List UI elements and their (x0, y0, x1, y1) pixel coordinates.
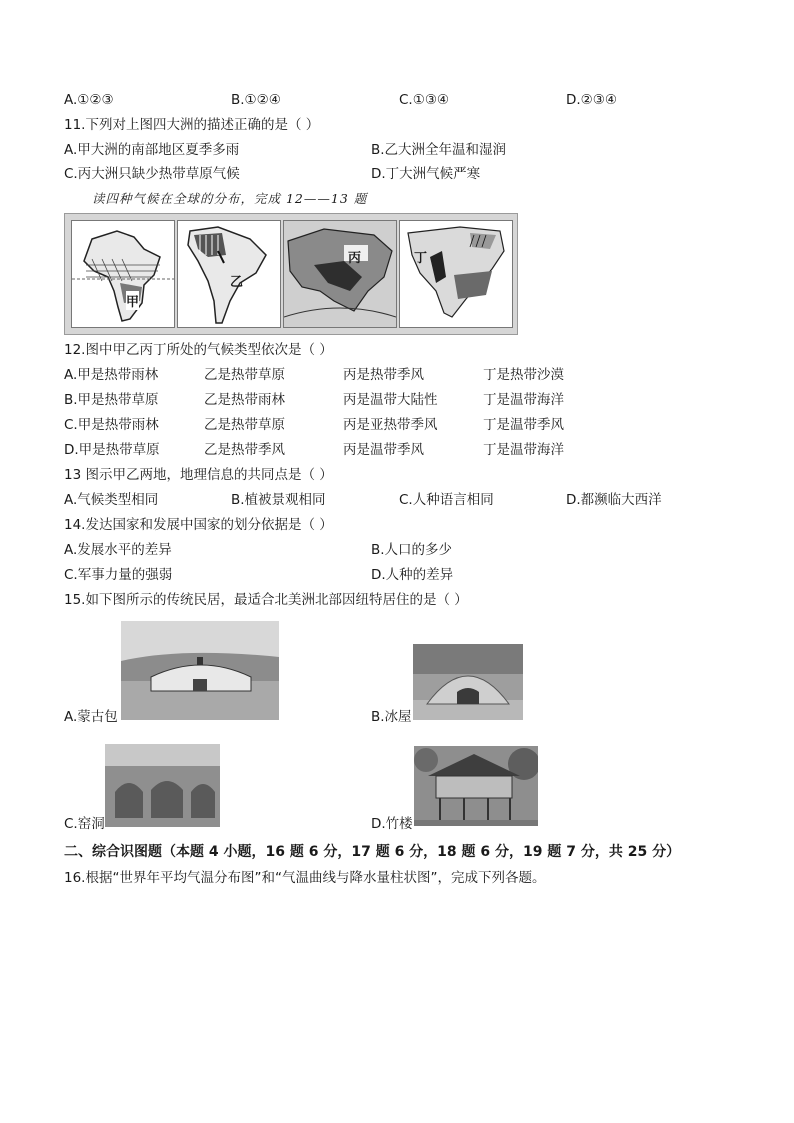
q14-option-a: A.发展水平的差异 (64, 542, 172, 558)
q14-option-d: D.人种的差异 (371, 567, 454, 583)
q12-row-a-1: A.甲是热带雨林 (64, 367, 159, 383)
q15-option-a: A.蒙古包 (64, 709, 118, 725)
q12-stem: 12.图中甲乙丙丁所处的气候类型依次是（ ） (64, 342, 333, 358)
q16-stem: 16.根据“世界年平均气温分布图”和“气温曲线与降水量柱状图”，完成下列各题。 (64, 870, 546, 886)
q12-row-d-1: D.甲是热带草原 (64, 442, 160, 458)
q14-stem: 14.发达国家和发展中国家的划分依据是（ ） (64, 517, 333, 533)
q12-row-d-2: 乙是热带季风 (204, 442, 285, 458)
q10-option-b: B.①②④ (231, 92, 281, 108)
q12-row-b-3: 丙是温带大陆性 (343, 392, 438, 408)
q12-row-c-3: 丙是亚热带季风 (343, 417, 438, 433)
q12-row-a-2: 乙是热带草原 (204, 367, 285, 383)
q11-option-c: C.丙大洲只缺少热带草原气候 (64, 166, 240, 182)
photo-mongolian-yurt (121, 621, 279, 720)
q12-row-b-4: 丁是温带海洋 (483, 392, 564, 408)
q15-option-d: D.竹楼 (371, 816, 413, 832)
map-intro: 读四种气候在全球的分布，完成 12——13 题 (92, 191, 368, 206)
map-north-america (399, 220, 513, 328)
map-south-america (177, 220, 281, 328)
q11-option-d: D.丁大洲气候严寒 (371, 166, 481, 182)
label-yi: 乙 (230, 275, 244, 290)
q14-option-b: B.人口的多少 (371, 542, 453, 558)
section-2-heading: 二、综合识图题（本题 4 小题，16 题 6 分，17 题 6 分，18 题 6 分，19 题 7 分，共 25 分） (64, 844, 681, 860)
climate-map-strip (64, 213, 518, 335)
q14-option-c: C.军事力量的强弱 (64, 567, 173, 583)
q12-row-d-3: 丙是温带季风 (343, 442, 424, 458)
q13-option-d: D.都濒临大西洋 (566, 492, 662, 508)
q10-option-c: C.①③④ (399, 92, 450, 108)
q12-row-b-1: B.甲是热带草原 (64, 392, 159, 408)
q11-option-a: A.甲大洲的南部地区夏季多雨 (64, 142, 240, 158)
q11-stem: 11.下列对上图四大洲的描述正确的是（ ） (64, 117, 320, 133)
label-jia: 甲 (126, 291, 139, 310)
photo-igloo (413, 644, 523, 720)
q15-stem: 15.如下图所示的传统民居，最适合北美洲北部因纽特居住的是（ ） (64, 592, 468, 608)
label-ding: 丁 (414, 251, 428, 266)
q10-option-a: A.①②③ (64, 92, 114, 108)
map-asia (283, 220, 397, 328)
q15-option-c: C.窑洞 (64, 816, 105, 832)
q12-row-b-2: 乙是热带雨林 (204, 392, 285, 408)
q13-option-c: C.人种语言相同 (399, 492, 494, 508)
map-africa (71, 220, 175, 328)
label-bing: 丙 (348, 251, 362, 266)
q12-row-d-4: 丁是温带海洋 (483, 442, 564, 458)
photo-bamboo-house (414, 746, 538, 826)
q13-option-a: A.气候类型相同 (64, 492, 159, 508)
q13-option-b: B.植被景观相同 (231, 492, 326, 508)
q10-option-d: D.②③④ (566, 92, 617, 108)
q13-stem: 13 图示甲乙两地，地理信息的共同点是（ ） (64, 467, 333, 483)
q11-option-b: B.乙大洲全年温和湿润 (371, 142, 507, 158)
q12-row-a-4: 丁是热带沙漠 (483, 367, 564, 383)
q12-row-c-2: 乙是热带草原 (204, 417, 285, 433)
photo-cave-dwelling (105, 744, 220, 827)
q15-option-b: B.冰屋 (371, 709, 412, 725)
q12-row-c-4: 丁是温带季风 (483, 417, 564, 433)
q12-row-c-1: C.甲是热带雨林 (64, 417, 159, 433)
q12-row-a-3: 丙是热带季风 (343, 367, 424, 383)
